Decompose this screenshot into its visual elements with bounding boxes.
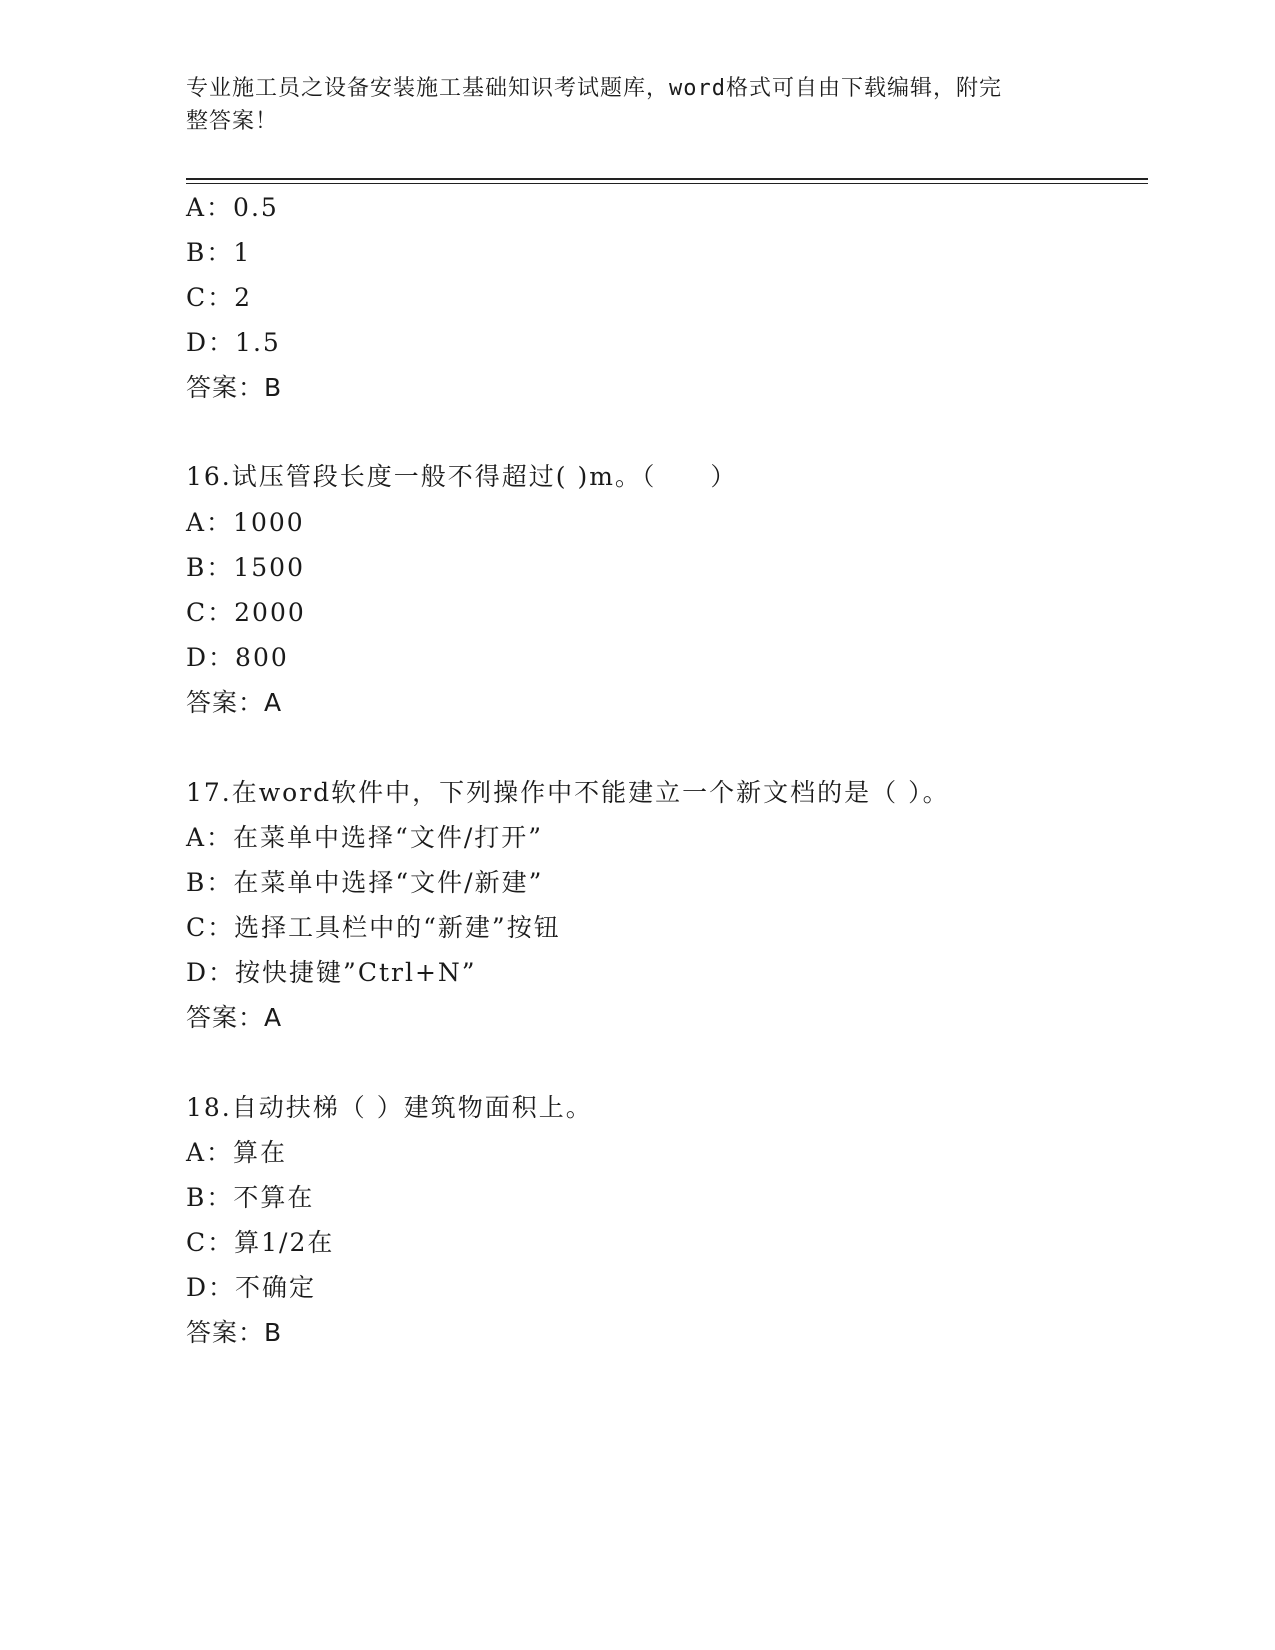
q18-stem: 18.自动扶梯（ ）建筑物面积上。 xyxy=(186,1093,593,1122)
q18-option-d: D：不确定 xyxy=(186,1273,317,1302)
q16-stem: 16.试压管段长度一般不得超过( )m。（ ） xyxy=(186,462,738,491)
q17-option-b: B：在菜单中选择“文件/新建” xyxy=(186,868,544,897)
q17-answer: 答案：A xyxy=(186,1003,283,1032)
header-divider-thick xyxy=(186,178,1148,180)
q16-option-d: D：800 xyxy=(186,643,289,672)
q15-option-a: A：0.5 xyxy=(186,193,279,222)
q18-option-b: B：不算在 xyxy=(186,1183,315,1212)
q16-option-b: B：1500 xyxy=(186,553,305,582)
q17-option-c: C：选择工具栏中的“新建”按钮 xyxy=(186,913,561,942)
q18-answer: 答案：B xyxy=(186,1318,283,1347)
q16-option-c: C：2000 xyxy=(186,598,306,627)
q15-option-d: D：1.5 xyxy=(186,328,281,357)
q16-option-a: A：1000 xyxy=(186,508,305,537)
q16-answer: 答案：A xyxy=(186,688,283,717)
q15-option-c: C：2 xyxy=(186,283,253,312)
q18-option-c: C：算1/2在 xyxy=(186,1228,335,1257)
q17-stem: 17.在word软件中，下列操作中不能建立一个新文档的是（ ）。 xyxy=(186,778,950,807)
q17-option-a: A：在菜单中选择“文件/打开” xyxy=(186,823,544,852)
q17-option-d: D：按快捷键”Ctrl+N” xyxy=(186,958,477,987)
q15-answer: 答案：B xyxy=(186,373,283,402)
header-divider-thin xyxy=(186,183,1148,184)
q18-option-a: A：算在 xyxy=(186,1138,288,1167)
header-line-2: 整答案！ xyxy=(186,109,279,134)
document-header xyxy=(186,72,1066,138)
q15-option-b: B：1 xyxy=(186,238,252,267)
header-line-1: 专业施工员之设备安装施工基础知识考试题库，word格式可自由下载编辑，附完 xyxy=(186,76,1002,101)
